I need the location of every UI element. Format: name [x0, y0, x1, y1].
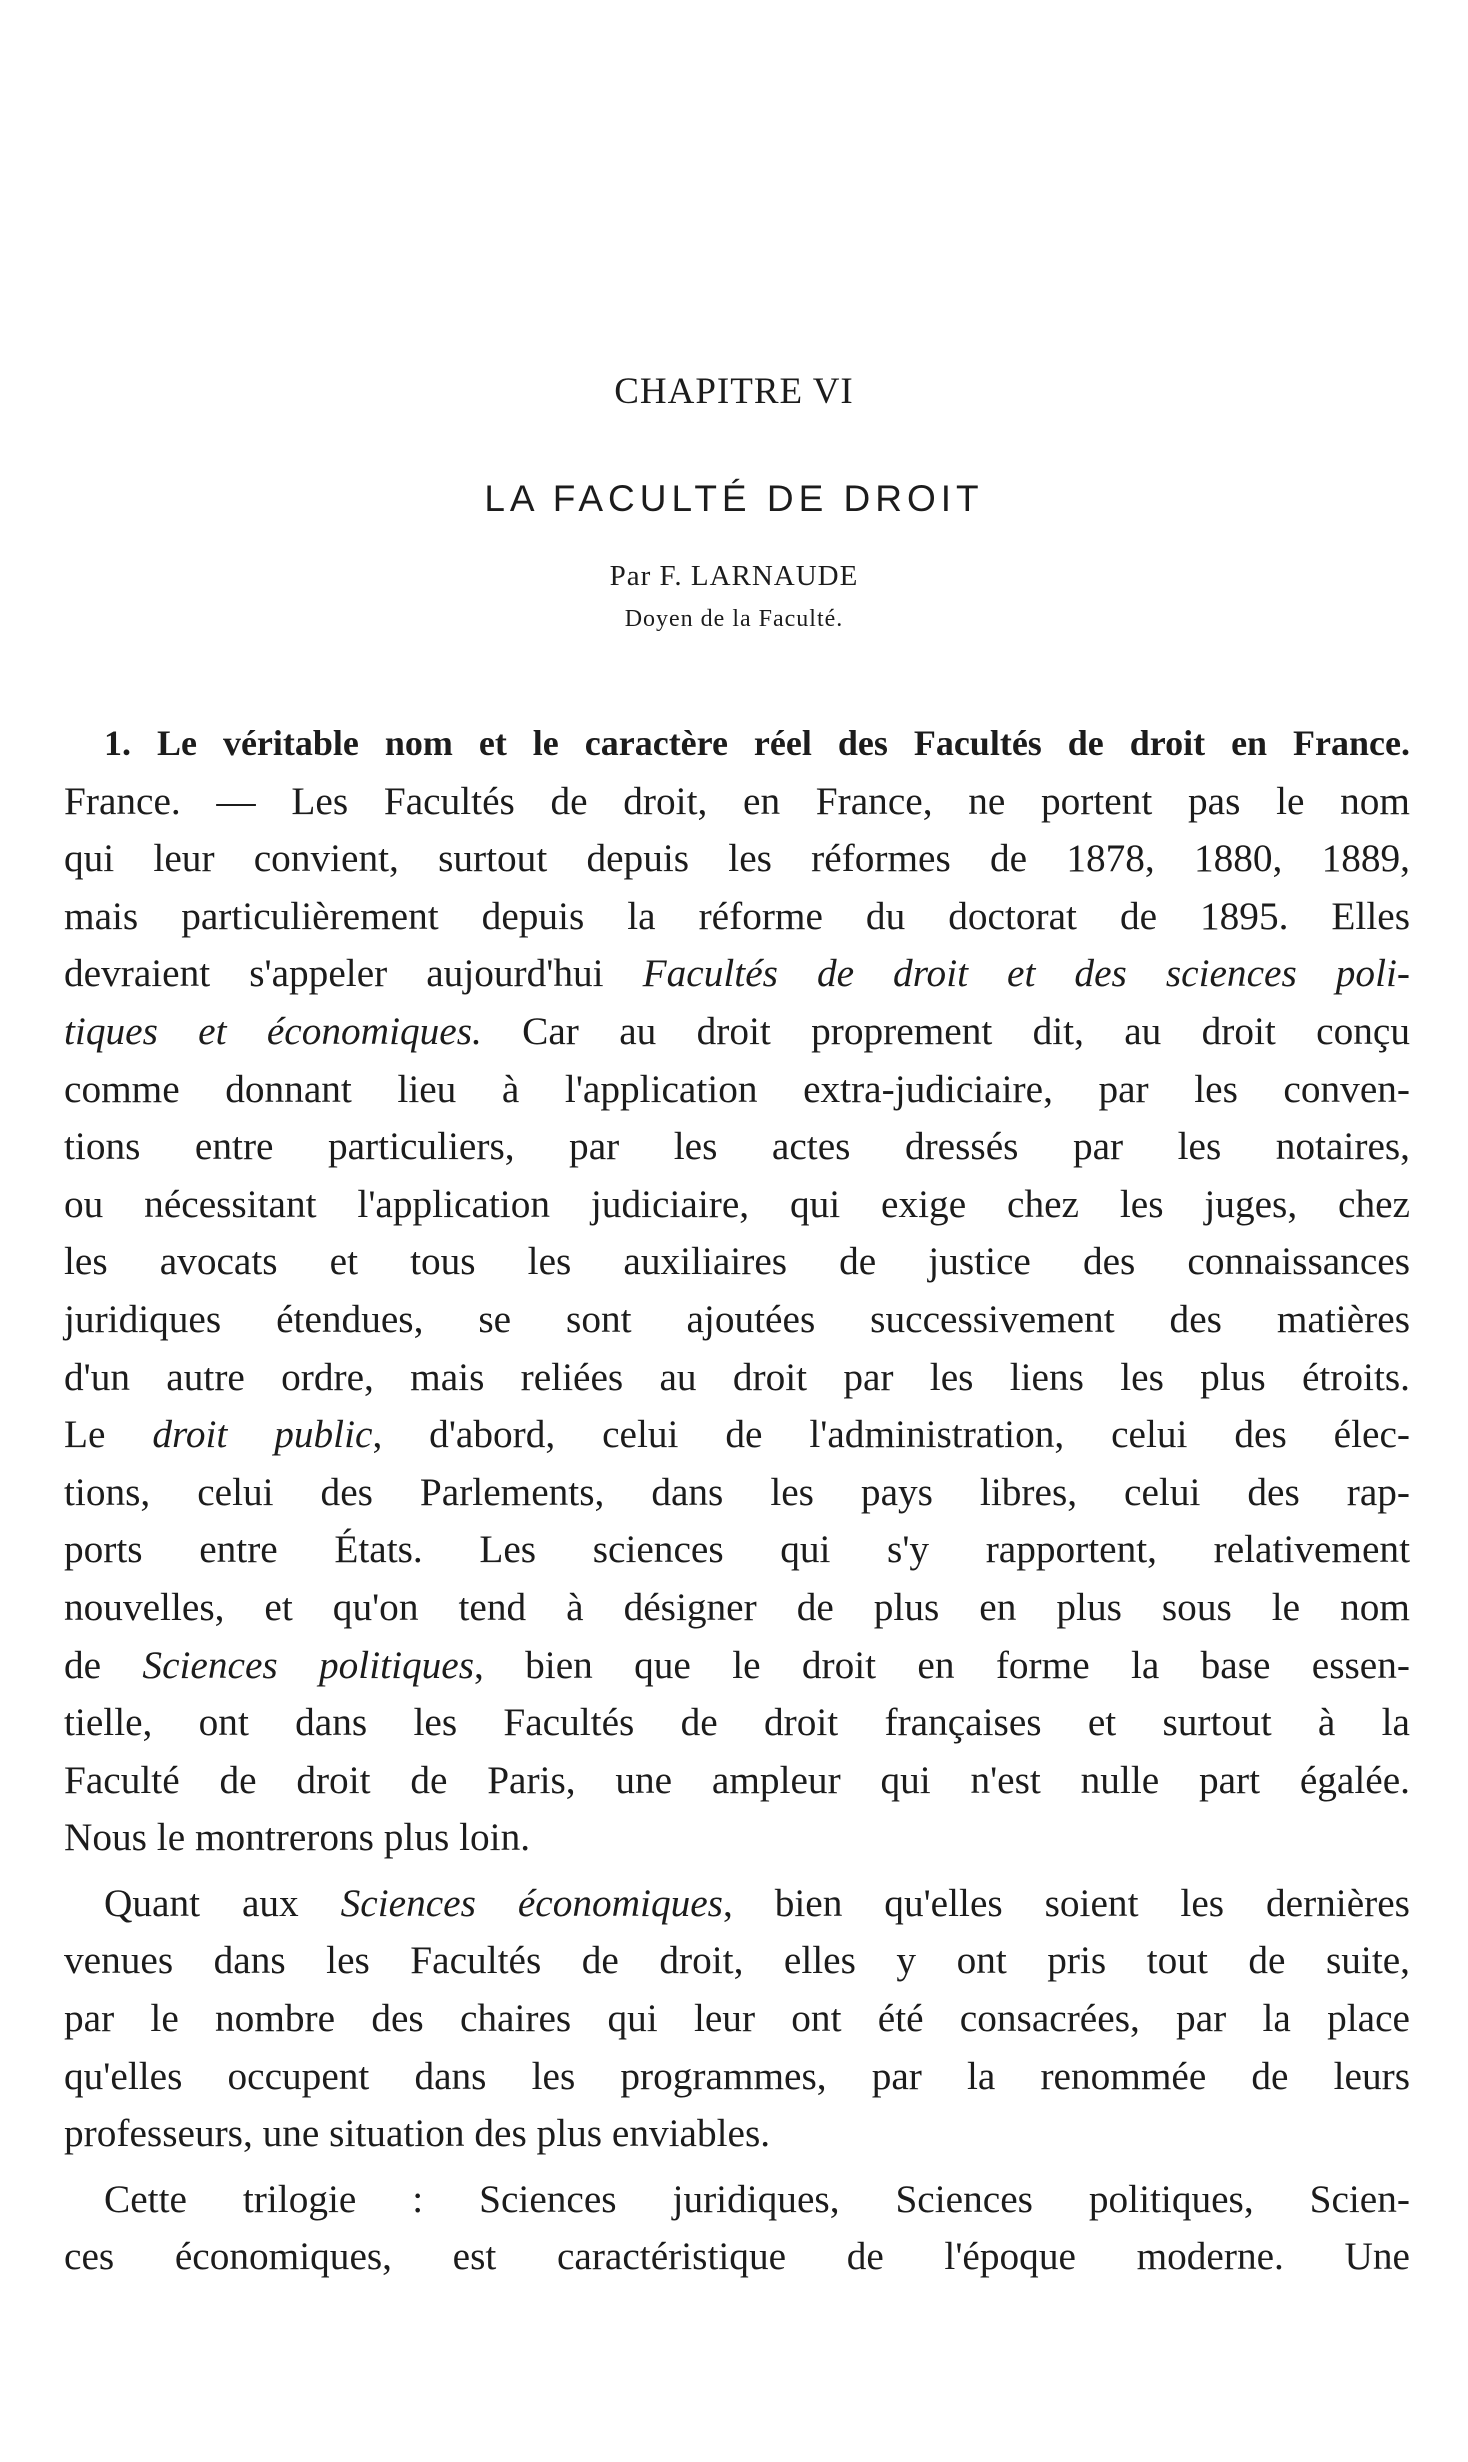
text-line: ports entre États. Les sciences qui s'y rapportent, relativement [64, 1527, 1410, 1572]
italic-term: Sciences politiques [142, 1642, 475, 1687]
section-heading: 1. Le véritable nom et le caractère réel des Facultés de droit en France. [104, 723, 1410, 763]
chapter-title: LA FACULTÉ DE DROIT [484, 478, 984, 519]
italic-term: tiques et économiques. [64, 1008, 482, 1053]
text-line: tions entre particuliers, par les actes dressés par les notaires, [64, 1124, 1410, 1169]
text-line: comme donnant lieu à l'application extra-judiciaire, par les conven- [64, 1066, 1410, 1111]
text-line: tielle, ont dans les Facultés de droit françaises et surtout à la [64, 1700, 1410, 1745]
paragraph-3 [64, 2171, 1410, 2286]
text-line: qui leur convient, surtout depuis les réformes de 1878, 1880, 1889, [64, 836, 1410, 881]
text-line: ces économiques, est caractéristique de l'époque moderne. Une [64, 2234, 1410, 2279]
text-line: ou nécessitant l'application judiciaire, qui exige chez les juges, chez [64, 1181, 1410, 1226]
paragraph-2 [64, 1875, 1410, 2163]
text-line: tions, celui des Parlements, dans les pays libres, celui des rap- [64, 1469, 1410, 1514]
text-line: professeurs, une situation des plus enviables. [64, 2111, 771, 2156]
text-line: devraient s'appeler aujourd'hui Facultés de droit et des sciences poli- [64, 951, 1411, 996]
text-line: d'un autre ordre, mais reliées au droit par les liens les plus étroits. [64, 1354, 1410, 1399]
italic-term: droit public [152, 1412, 373, 1457]
text-line: juridiques étendues, se sont ajoutées successivement des matières [64, 1296, 1410, 1341]
author-line: Par F. LARNAUDE [609, 560, 859, 592]
italic-term: Sciences économiques [340, 1880, 723, 1925]
text-line: nouvelles, et qu'on tend à désigner de plus en plus sous le nom [64, 1584, 1410, 1629]
text-line: Nous le montrerons plus loin. [64, 1815, 531, 1860]
italic-term: Facultés de droit et des sciences poli- [642, 951, 1411, 996]
paragraph-1 [64, 714, 1410, 1867]
chapter-number: CHAPITRE VI [614, 371, 854, 412]
text-line: France. — Les Facultés de droit, en France, ne portent pas le nom [64, 778, 1410, 823]
text-line: mais particulièrement depuis la réforme du doctorat de 1895. Elles [64, 893, 1410, 938]
text-line: Quant aux Sciences économiques, bien qu'elles soient les dernières [104, 1880, 1410, 1925]
text-line: par le nombre des chaires qui leur ont été consacrées, par la place [64, 1996, 1410, 2041]
text-line: qu'elles occupent dans les programmes, par la renommée de leurs [64, 2053, 1410, 2098]
text-line: de Sciences politiques, bien que le droit en forme la base essen- [64, 1642, 1410, 1687]
text-line [64, 714, 1410, 773]
text-line: tiques et économiques. Car au droit proprement dit, au droit conçu [64, 1008, 1410, 1053]
text-line: Faculté de droit de Paris, une ampleur qui n'est nulle part égalée. [64, 1757, 1410, 1802]
author-role: Doyen de la Faculté. [624, 606, 844, 632]
text-line: Le droit public, d'abord, celui de l'administration, celui des élec- [64, 1412, 1410, 1457]
body-text [64, 714, 1410, 2286]
text-line: les avocats et tous les auxiliaires de justice des connaissances [64, 1239, 1410, 1284]
text-line: Cette trilogie : Sciences juridiques, Sciences politiques, Scien- [104, 2176, 1410, 2221]
text-line: venues dans les Facultés de droit, elles y ont pris tout de suite, [64, 1938, 1410, 1983]
